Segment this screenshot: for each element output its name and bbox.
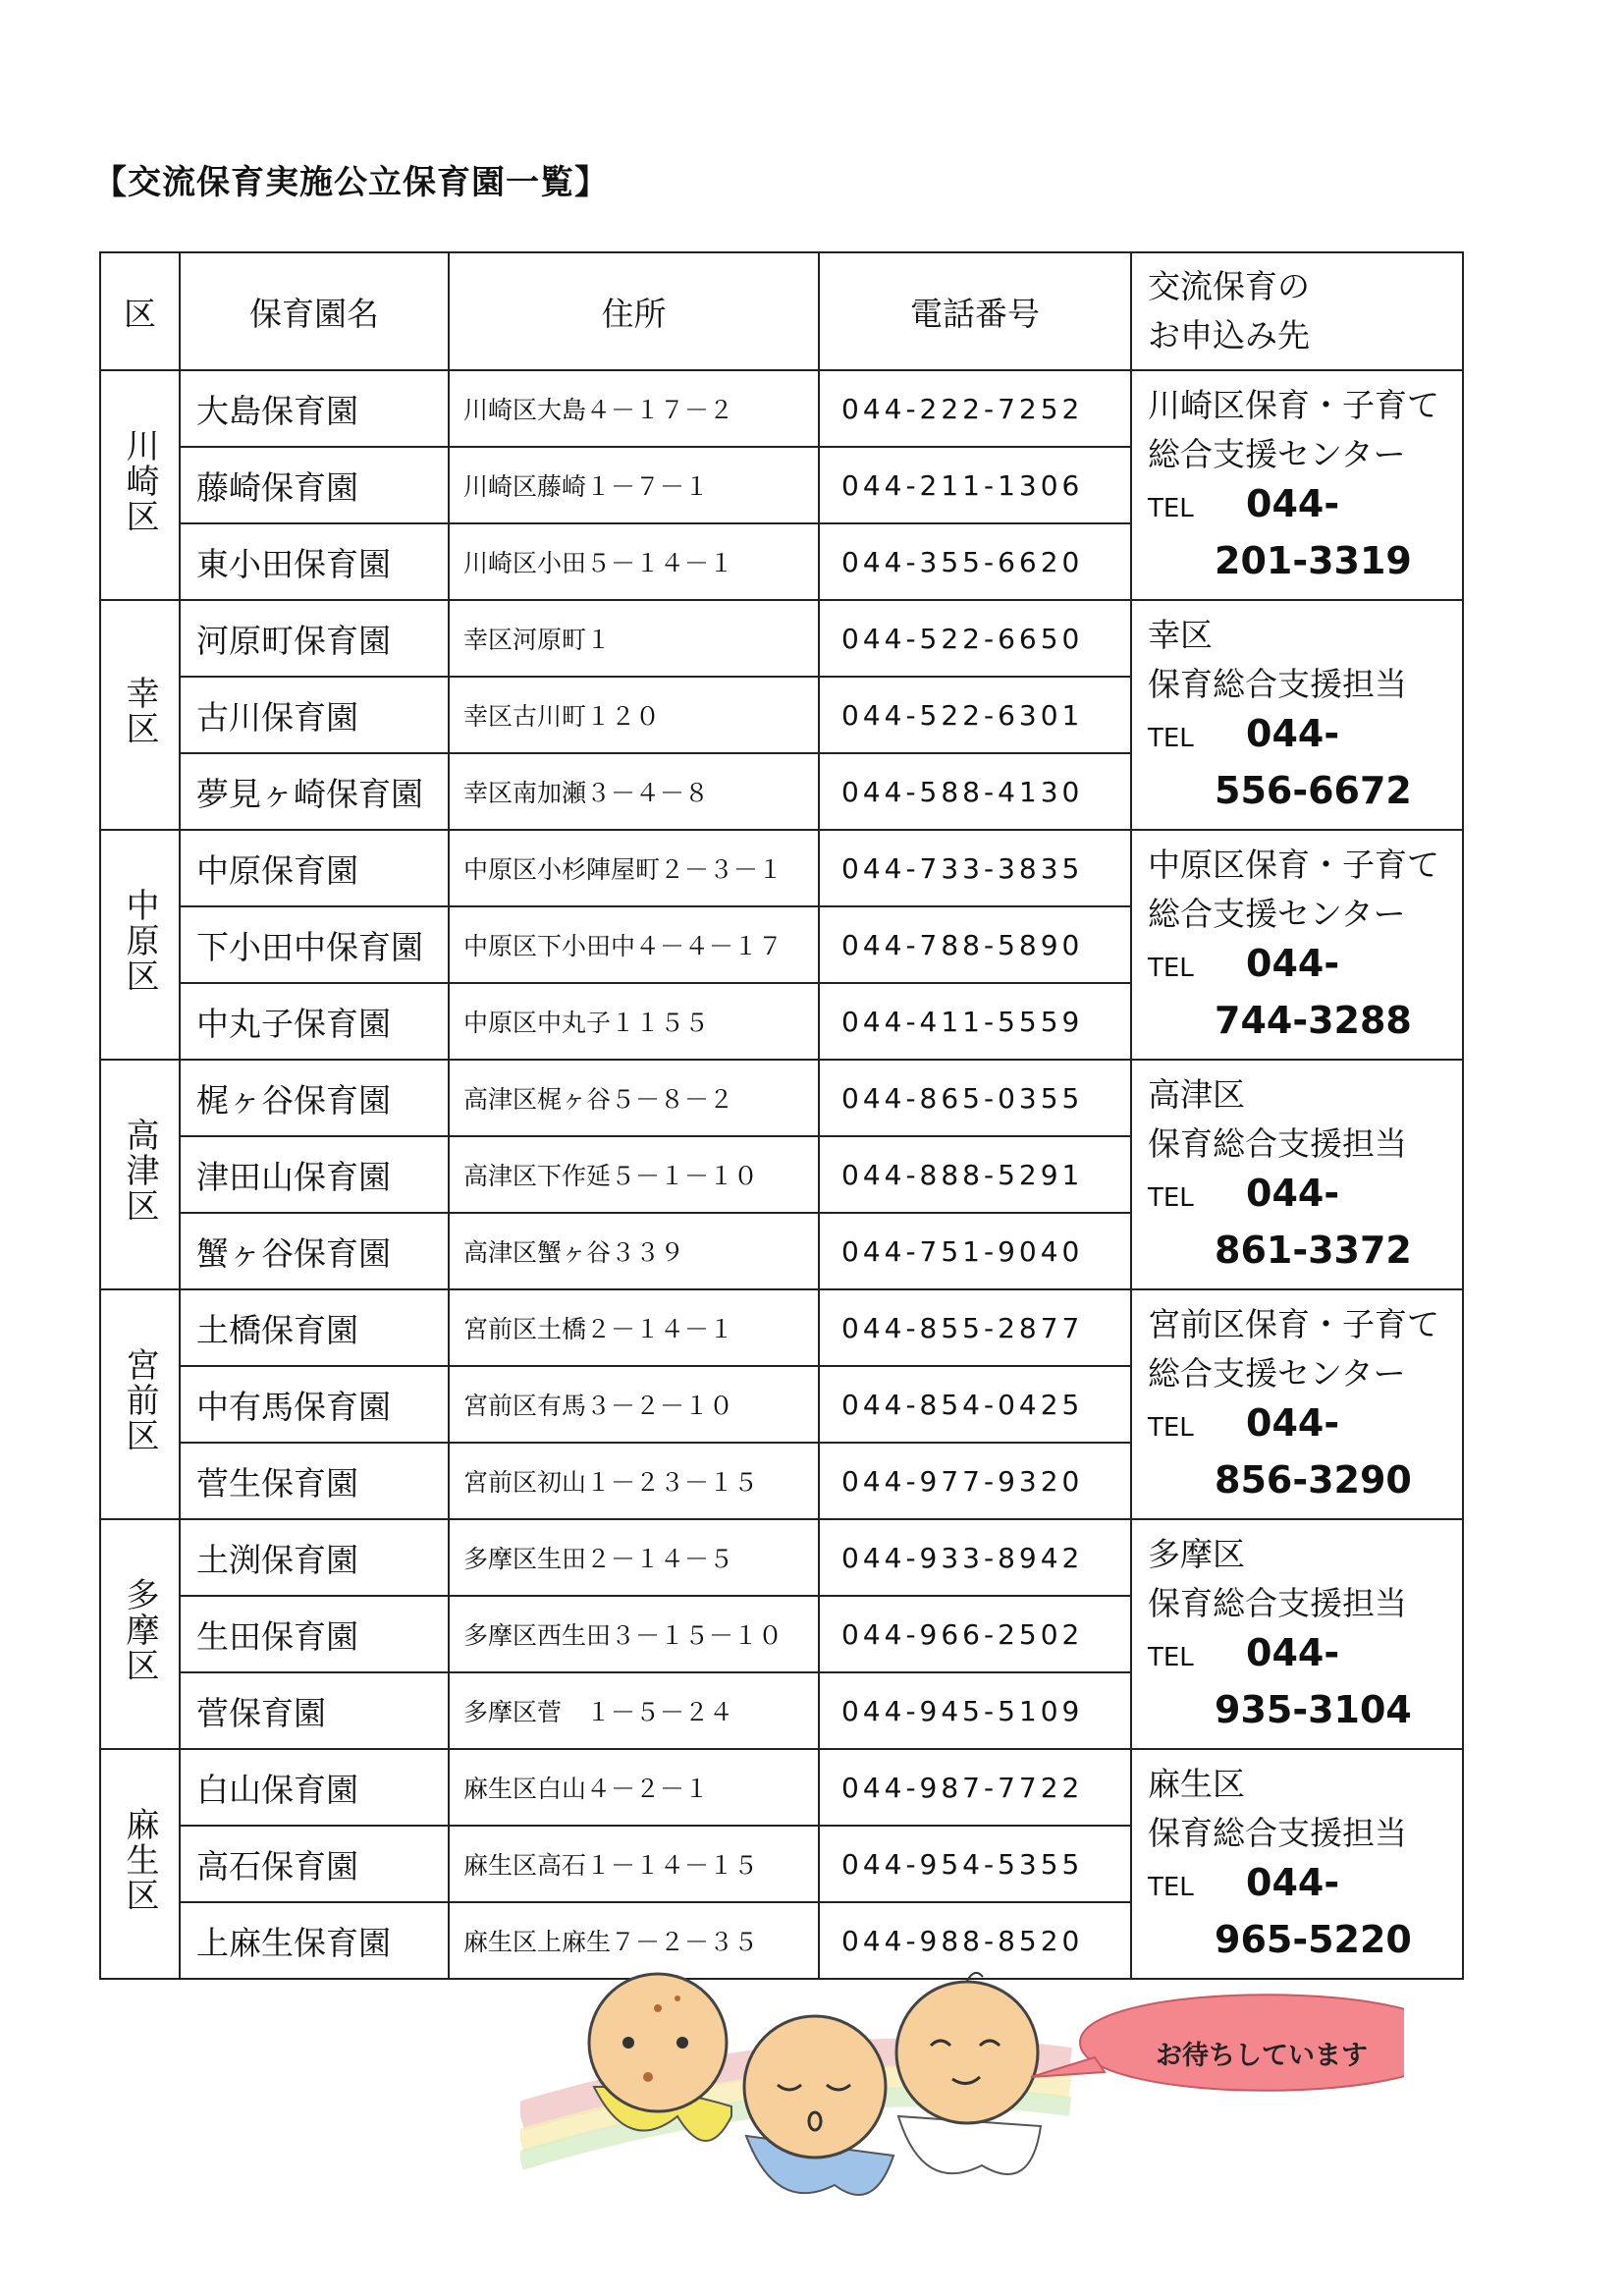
ward-cell	[100, 830, 180, 1060]
contact-cell	[1131, 600, 1463, 830]
nursery-phone: 044-222-7252	[819, 370, 1131, 447]
tel-label: TEL	[1148, 1643, 1194, 1672]
table-row	[100, 600, 1463, 677]
header-address: 住所	[449, 252, 819, 370]
nursery-address: 宮前区土橋２－１４－１	[449, 1289, 819, 1366]
table-row	[100, 1289, 1463, 1366]
contact-office: 幸区	[1148, 616, 1213, 654]
nursery-list-table	[99, 251, 1464, 1980]
nursery-phone: 044-522-6650	[819, 600, 1131, 677]
ward-cell	[100, 1060, 180, 1289]
nursery-address: 麻生区高石１－１４－１５	[449, 1826, 819, 1902]
tel-prefix: 044-	[1246, 482, 1340, 525]
nursery-name: 夢見ヶ崎保育園	[180, 753, 449, 830]
nursery-phone: 044-954-5355	[819, 1826, 1131, 1902]
contact-cell	[1131, 370, 1463, 600]
nursery-phone: 044-788-5890	[819, 906, 1131, 983]
tel-label: TEL	[1148, 1183, 1194, 1213]
tel-number: 861-3372	[1215, 1229, 1412, 1272]
nursery-name: 中有馬保育園	[180, 1366, 449, 1443]
nursery-address: 川崎区藤崎１－７－１	[449, 447, 819, 523]
nursery-phone: 044-751-9040	[819, 1213, 1131, 1289]
nursery-name: 菅生保育園	[180, 1443, 449, 1519]
contact-cell	[1131, 1749, 1463, 1979]
contact-department: 総合支援センター	[1148, 895, 1406, 933]
nursery-address: 高津区梶ヶ谷５－８－２	[449, 1060, 819, 1136]
nursery-address: 高津区下作延５－１－１０	[449, 1136, 819, 1213]
nursery-name: 土渕保育園	[180, 1519, 449, 1596]
tel-label: TEL	[1148, 954, 1194, 983]
tel-prefix: 044-	[1246, 1172, 1340, 1215]
nursery-phone: 044-854-0425	[819, 1366, 1131, 1443]
tel-number: 744-3288	[1215, 999, 1412, 1042]
contact-tel-row	[1148, 1169, 1462, 1226]
nursery-name: 古川保育園	[180, 677, 449, 753]
contact-cell	[1131, 1060, 1463, 1289]
table-row	[100, 1060, 1463, 1136]
ward-cell	[100, 370, 180, 600]
nursery-address: 中原区小杉陣屋町２－３－１	[449, 830, 819, 906]
nursery-address: 中原区下小田中４－４－１７	[449, 906, 819, 983]
nursery-name: 高石保育園	[180, 1826, 449, 1902]
contact-tel-row	[1148, 479, 1462, 536]
nursery-phone: 044-988-8520	[819, 1902, 1131, 1979]
nursery-name: 下小田中保育園	[180, 906, 449, 983]
nursery-address: 多摩区生田２－１４－５	[449, 1519, 819, 1596]
nursery-name: 藤崎保育園	[180, 447, 449, 523]
contact-office: 川崎区保育・子育て	[1148, 386, 1439, 424]
contact-department: 総合支援センター	[1148, 435, 1406, 473]
header-contact-line1: 交流保育の	[1148, 267, 1310, 305]
ward-cell	[100, 1519, 180, 1749]
tel-prefix: 044-	[1246, 1861, 1340, 1904]
contact-tel-row	[1148, 1628, 1462, 1685]
nursery-name: 菅保育園	[180, 1672, 449, 1749]
table-row	[100, 1519, 1463, 1596]
header-contact	[1131, 252, 1463, 370]
nursery-phone: 044-355-6620	[819, 523, 1131, 600]
nursery-name: 梶ヶ谷保育園	[180, 1060, 449, 1136]
contact-department: 保育総合支援担当	[1148, 1124, 1407, 1163]
tel-prefix: 044-	[1246, 1401, 1340, 1445]
nursery-phone: 044-588-4130	[819, 753, 1131, 830]
nursery-address: 幸区古川町１２０	[449, 677, 819, 753]
ward-label: 高津区	[120, 1117, 159, 1224]
contact-department: 保育総合支援担当	[1148, 1814, 1407, 1852]
nursery-phone: 044-211-1306	[819, 447, 1131, 523]
tel-number: 856-3290	[1215, 1458, 1412, 1502]
table-row	[100, 1749, 1463, 1826]
tel-number: 556-6672	[1215, 769, 1412, 812]
nursery-phone: 044-411-5559	[819, 983, 1131, 1060]
table-row	[100, 370, 1463, 447]
nursery-name: 中丸子保育園	[180, 983, 449, 1060]
nursery-address: 宮前区有馬３－２－１０	[449, 1366, 819, 1443]
ward-label: 中原区	[120, 887, 159, 994]
nursery-address: 中原区中丸子１１５５	[449, 983, 819, 1060]
nursery-address: 多摩区菅 １－５－２４	[449, 1672, 819, 1749]
nursery-address: 川崎区大島４－１７－２	[449, 370, 819, 447]
nursery-address: 川崎区小田５－１４－１	[449, 523, 819, 600]
contact-cell	[1131, 830, 1463, 1060]
nursery-address: 多摩区西生田３－１５－１０	[449, 1596, 819, 1672]
contact-tel-row	[1148, 1398, 1462, 1455]
nursery-phone: 044-733-3835	[819, 830, 1131, 906]
table-row	[100, 830, 1463, 906]
contact-tel-row	[1148, 1858, 1462, 1915]
nursery-name: 中原保育園	[180, 830, 449, 906]
ward-label: 多摩区	[120, 1576, 159, 1683]
table-header-row	[100, 252, 1463, 370]
nursery-name: 生田保育園	[180, 1596, 449, 1672]
nursery-name: 蟹ヶ谷保育園	[180, 1213, 449, 1289]
nursery-phone: 044-933-8942	[819, 1519, 1131, 1596]
speech-bubble-text: お待ちしています	[1156, 2040, 1368, 2071]
ward-label: 宮前区	[120, 1346, 159, 1453]
nursery-phone: 044-888-5291	[819, 1136, 1131, 1213]
nursery-name: 東小田保育園	[180, 523, 449, 600]
nursery-name: 上麻生保育園	[180, 1902, 449, 1979]
header-contact-line2: お申込み先	[1148, 316, 1310, 355]
nursery-address: 高津区蟹ヶ谷３３９	[449, 1213, 819, 1289]
contact-cell	[1131, 1519, 1463, 1749]
contact-office: 多摩区	[1148, 1535, 1245, 1573]
contact-department: 保育総合支援担当	[1148, 665, 1407, 703]
ward-label: 川崎区	[120, 427, 159, 534]
nursery-name: 土橋保育園	[180, 1289, 449, 1366]
contact-cell	[1131, 1289, 1463, 1519]
tel-prefix: 044-	[1246, 712, 1340, 755]
ward-cell	[100, 1749, 180, 1979]
contact-department: 総合支援センター	[1148, 1354, 1406, 1393]
nursery-phone: 044-855-2877	[819, 1289, 1131, 1366]
nursery-address: 幸区河原町１	[449, 600, 819, 677]
contact-office: 宮前区保育・子育て	[1148, 1305, 1439, 1343]
nursery-phone: 044-987-7722	[819, 1749, 1131, 1826]
nursery-name: 大島保育園	[180, 370, 449, 447]
nursery-phone: 044-522-6301	[819, 677, 1131, 753]
tel-number: 935-3104	[1215, 1688, 1412, 1731]
contact-tel-row	[1148, 939, 1462, 996]
ward-cell	[100, 1289, 180, 1519]
tel-prefix: 044-	[1246, 1631, 1340, 1674]
nursery-address: 宮前区初山１－２３－１５	[449, 1443, 819, 1519]
contact-department: 保育総合支援担当	[1148, 1584, 1407, 1622]
ward-label: 麻生区	[120, 1806, 159, 1913]
nursery-phone: 044-966-2502	[819, 1596, 1131, 1672]
tel-label: TEL	[1148, 724, 1194, 753]
nursery-name: 河原町保育園	[180, 600, 449, 677]
contact-office: 高津区	[1148, 1075, 1245, 1114]
ward-label: 幸区	[120, 675, 159, 746]
tel-label: TEL	[1148, 1873, 1194, 1902]
nursery-name: 白山保育園	[180, 1749, 449, 1826]
nursery-address: 麻生区白山４－２－１	[449, 1749, 819, 1826]
nursery-phone: 044-945-5109	[819, 1672, 1131, 1749]
tel-number: 201-3319	[1215, 539, 1412, 582]
header-phone: 電話番号	[819, 252, 1131, 370]
nursery-phone: 044-977-9320	[819, 1443, 1131, 1519]
nursery-phone: 044-865-0355	[819, 1060, 1131, 1136]
header-ward: 区	[100, 252, 180, 370]
contact-office: 中原区保育・子育て	[1148, 846, 1439, 884]
nursery-address: 麻生区上麻生７－２－３５	[449, 1902, 819, 1979]
page-title: 【交流保育実施公立保育園一覧】	[93, 163, 609, 202]
contact-office: 麻生区	[1148, 1765, 1245, 1803]
nursery-name: 津田山保育園	[180, 1136, 449, 1213]
tel-prefix: 044-	[1246, 942, 1340, 985]
tel-label: TEL	[1148, 494, 1194, 523]
tel-label: TEL	[1148, 1413, 1194, 1443]
header-name: 保育園名	[180, 252, 449, 370]
ward-cell	[100, 600, 180, 830]
nursery-address: 幸区南加瀬３－４－８	[449, 753, 819, 830]
tel-number: 965-5220	[1215, 1918, 1412, 1961]
contact-tel-row	[1148, 709, 1462, 766]
